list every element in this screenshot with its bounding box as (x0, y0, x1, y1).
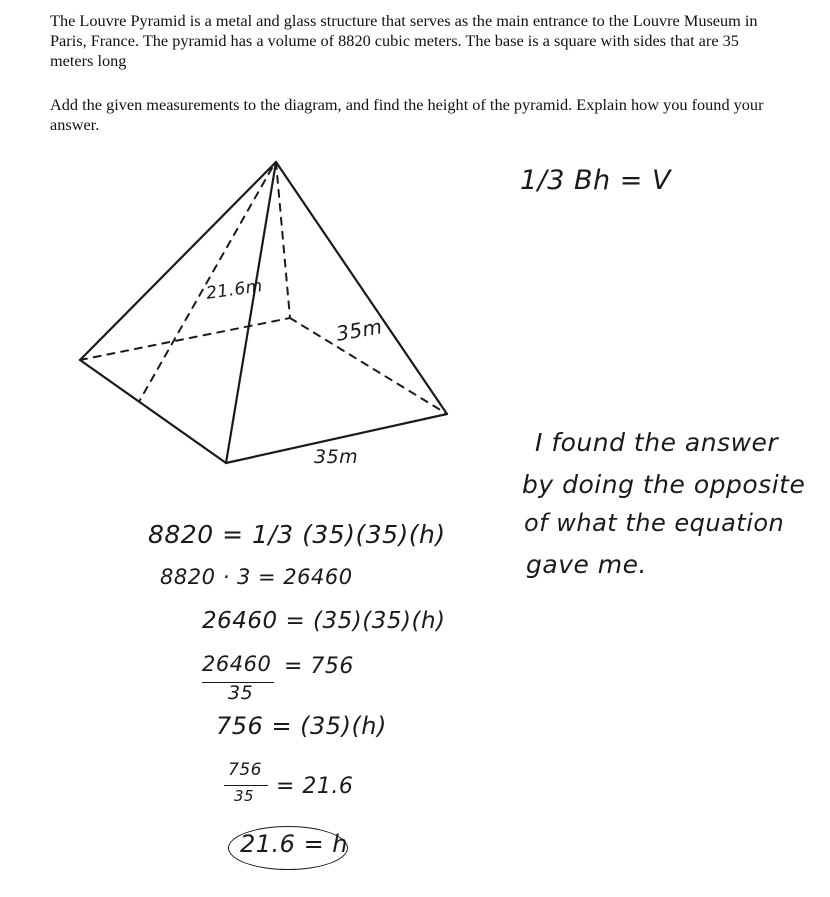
pyramid-edge-apex-left (80, 162, 276, 360)
work-step-2: 8820 · 3 = 26460 (160, 565, 353, 589)
problem-paragraph-1: The Louvre Pyramid is a metal and glass structure that serves as the main entrance to the Louvre Museum in Paris, France. The pyramid has a volume of 8820 cubic meters. The base is a square with sides that are 35 meters long (50, 11, 758, 70)
explanation-line-4: gave me. (526, 550, 647, 579)
explanation-line-1: I found the answer (535, 428, 779, 457)
work-step-6-denominator: 35 (234, 787, 255, 805)
work-step-4-numerator: 26460 (202, 652, 272, 676)
work-step-4-result: = 756 (284, 654, 354, 679)
side-label-back: 35m (334, 314, 385, 346)
pyramid-edge-apex-right (276, 162, 447, 414)
pyramid-hidden-base-left-back (80, 318, 290, 360)
work-step-1: 8820 = 1/3 (35)(35)(h) (148, 520, 446, 549)
explanation-line-2: by doing the opposite (522, 470, 806, 499)
height-label: 21.6m (204, 276, 265, 304)
volume-formula: 1/3 Bh = V (520, 165, 671, 196)
work-step-3: 26460 = (35)(35)(h) (202, 608, 446, 634)
work-step-6-fraction-bar (224, 785, 268, 786)
final-answer: 21.6 = h (240, 830, 349, 858)
work-step-6-result: = 21.6 (276, 774, 354, 799)
side-label-front: 35m (314, 446, 359, 468)
problem-paragraph-2: Add the given measurements to the diagram, and find the height of the pyramid. Explain how you found your answer. (50, 95, 764, 134)
pyramid-edge-apex-front (226, 162, 276, 463)
work-step-6-numerator: 756 (228, 760, 262, 780)
explanation-line-3: of what the equation (524, 509, 785, 537)
pyramid-hidden-edge-apex-back (276, 162, 290, 318)
work-step-5: 756 = (35)(h) (216, 712, 387, 740)
work-step-4-denominator: 35 (228, 682, 254, 704)
